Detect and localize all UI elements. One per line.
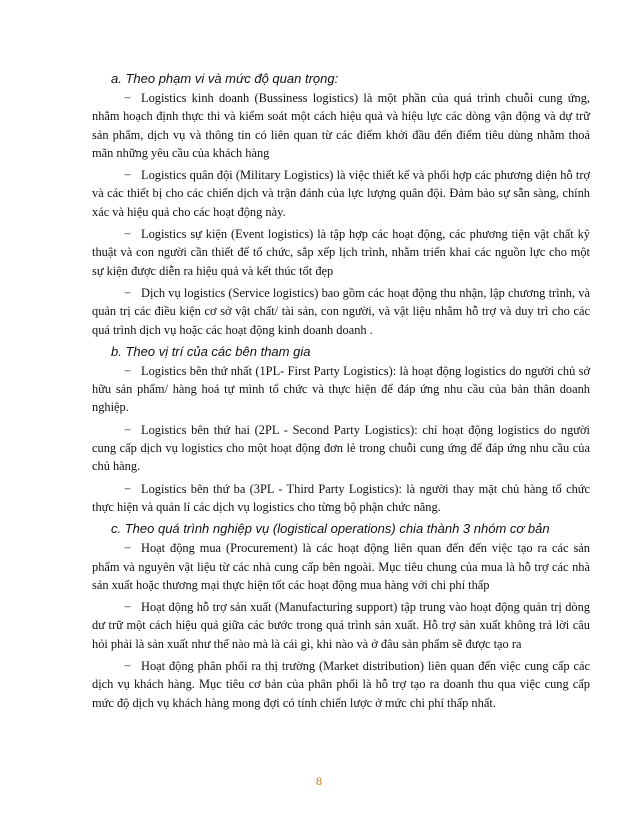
section-heading: b. Theo vị trí của các bên tham gia bbox=[111, 343, 311, 359]
bullet-dash: − bbox=[124, 659, 131, 674]
paragraph: − Logistics bên thứ hai (2PL - Second Party Logistics): chỉ hoạt động logistics do người cung cấp dịch vụ logistics cho một hoạt động đơn lẻ trong chuỗi cung ứng để đáp ứng nhu cầu của chủ hàng. bbox=[92, 422, 590, 474]
bullet-dash: − bbox=[124, 481, 131, 496]
paragraph: − Logistics quân đội (Military Logistics) là việc thiết kế và phối hợp các phương diện hỗ trợ và các thiết bị cho các chiến dịch và trận đánh của lực lượng quân đội. Đảm bảo sự sẵn sàng, chính xác và hiệu quả cho các hoạt động này. bbox=[92, 168, 590, 219]
paragraph: − Logistics bên thứ ba (3PL - Third Party Logistics): là người thay mặt chủ hàng tổ chức thực hiện và quản lí các dịch vụ logistics cho từng bộ phận chức năng. bbox=[92, 481, 590, 514]
bullet-dash: − bbox=[124, 541, 131, 556]
bullet-dash: − bbox=[124, 168, 131, 183]
bullet-dash: − bbox=[124, 422, 131, 437]
bullet-dash: − bbox=[124, 227, 131, 242]
paragraph: − Logistics bên thứ nhất (1PL- First Party Logistics): là hoạt động logistics do người chủ sở hữu sản phẩm/ hàng hoá tự mình tổ chức và thực hiện để đáp ứng nhu cầu của bản thân doanh nghiệp. bbox=[92, 363, 590, 415]
bullet-dash: − bbox=[124, 600, 131, 615]
document-body bbox=[92, 70, 590, 716]
bullet-dash: − bbox=[124, 285, 131, 300]
paragraph: − Dịch vụ logistics (Service logistics) bao gồm các hoạt động thu nhận, lập chương trình, và quản trị các điều kiện cơ sở vật chất/ tài sản, con người, và vật liệu nhằm hỗ trợ và duy trì cho các quá trình dịch vụ hoặc các hoạt động kinh doanh doanh . bbox=[92, 285, 590, 337]
paragraph: − Hoạt động phân phối ra thị trường (Market distribution) liên quan đến việc cung cấp các dịch vụ khách hàng. Mục tiêu cơ bản của phân phối là hỗ trợ tạo ra doanh thu qua việc cung cấp mức độ dịch vụ khách hàng mong đợi có tính chiến lược ở mức chi phí thấp nhất. bbox=[92, 659, 590, 710]
paragraph: − Logistics sự kiện (Event logistics) là tập hợp các hoạt động, các phương tiện vật chất kỹ thuật và con người cần thiết để tổ chức, sắp xếp lịch trình, nhằm triển khai các nguồn lực cho một sự kiện được diễn ra hiệu quả và kết thúc tốt đẹp bbox=[92, 227, 590, 278]
bullet-dash: − bbox=[124, 91, 131, 105]
bullet-dash: − bbox=[124, 363, 131, 378]
paragraph: − Logistics kinh doanh (Bussiness logistics) là một phần của quá trình chuỗi cung ứng, nhằm hoạch định thực thi và kiểm soát một cách hiệu quả và hiệu lực các dòng vận động và dự trữ sản phẩm, dịch vụ và thông tin có liên quan từ các điểm khởi đầu đến điểm tiêu dùng nhằm thoả mãn những yêu cầu của khách hàng bbox=[92, 91, 590, 160]
paragraph: − Hoạt động mua (Procurement) là các hoạt động liên quan đến đến việc tạo ra các sản phẩm và nguyên vật liệu từ các nhà cung cấp bên ngoài. Mục tiêu chung của mua là hỗ trợ các nhà sản xuất hoặc thương mại thực hiện tốt các hoạt động mua hàng với chi phí thấp bbox=[92, 541, 590, 592]
paragraph: − Hoạt động hỗ trợ sản xuất (Manufacturing support) tập trung vào hoạt động quản trị dòng dư trữ một cách hiệu quả giữa các bước trong quá trình sản xuất. Hỗ trợ sản xuất không trả lời câu hỏi phải là sản xuất như thế nào mà là cái gì, khi nào và ở đâu sản phẩm sẽ được tạo ra bbox=[92, 600, 590, 651]
section-heading: c. Theo quá trình nghiệp vụ (logistical operations) chia thành 3 nhóm cơ bản bbox=[111, 521, 550, 537]
page-number: 8 bbox=[316, 774, 322, 788]
section-heading: a. Theo phạm vi và mức độ quan trọng: bbox=[111, 71, 339, 86]
